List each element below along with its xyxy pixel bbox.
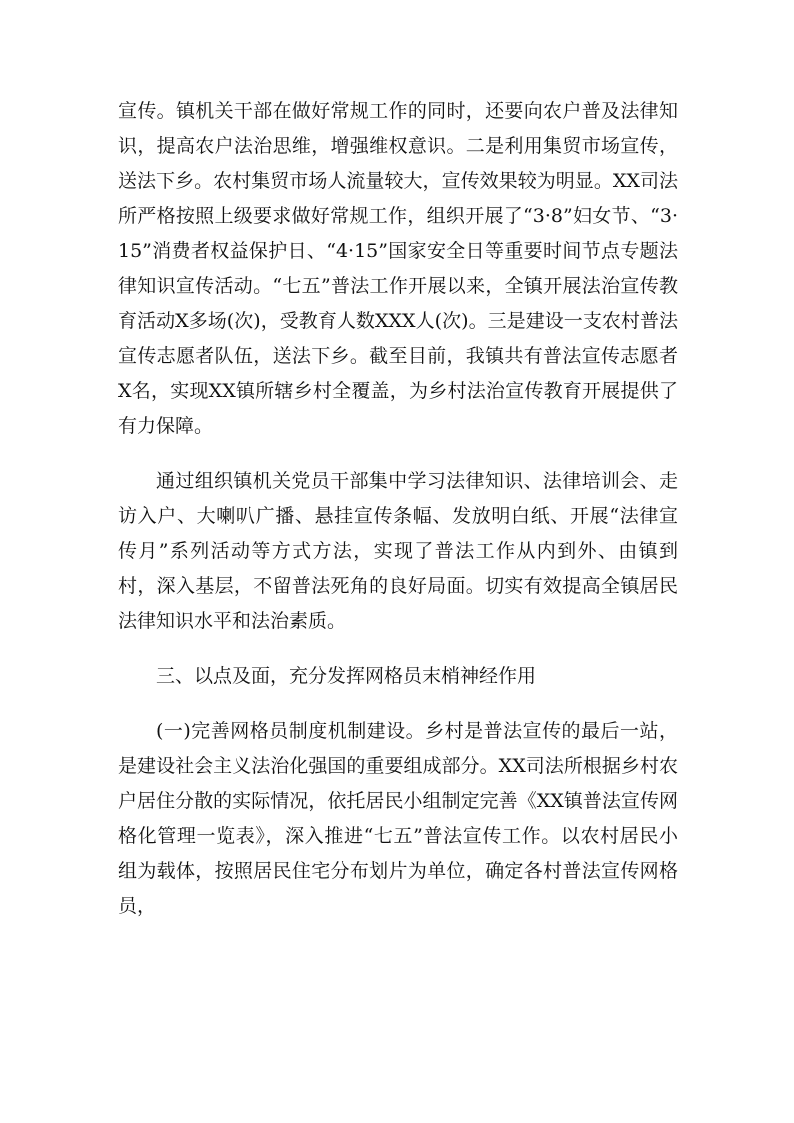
paragraph-study-methods: 通过组织镇机关党员干部集中学习法律知识、法律培训会、走访入户、大喇叭广播、悬挂宣传条幅、发放明白纸、开展“法律宣传月”系列活动等方式方法，实现了普法工作从内到外、由镇到村，深入基层，不留普法死角的良好局面。切实有效提高全镇居民法律知识水平和法治素质。 xyxy=(118,470,678,632)
paragraph-grid-mechanism: (一)完善网格员制度机制建设。乡村是普法宣传的最后一站，是建设社会主义法治化强国的重要组成部分。XX司法所根据乡村农户居住分散的实际情况，依托居民小组制定完善《XX镇普法宣传网格化管理一览表》，深入推进“七五”普法宣传工作。以农村居民小组为载体，按照居民住宅分布划片为单位，确定各村普法宣传网格员， xyxy=(118,720,678,917)
document-body xyxy=(118,94,678,924)
paragraph-continued-publicity: 宣传。镇机关干部在做好常规工作的同时，还要向农户普及法律知识，提高农户法治思维，增强维权意识。二是利用集贸市场宣传，送法下乡。农村集贸市场人流量较大，宣传效果较为明显。XX司法所严格按照上级要求做好常规工作，组织开展了“3·8”妇女节、“3·15”消费者权益保护日、“4·15”国家安全日等重要时间节点专题法律知识宣传活动。“七五”普法工作开展以来，全镇开展法治宣传教育活动X多场(次)，受教育人数XXX人(次)。三是建设一支农村普法宣传志愿者队伍，送法下乡。截至目前，我镇共有普法宣传志愿者X名，实现XX镇所辖乡村全覆盖，为乡村法治宣传教育开展提供了有力保障。 xyxy=(118,100,678,437)
section-heading-grid-members: 三、以点及面，充分发挥网格员末梢神经作用 xyxy=(156,665,537,687)
